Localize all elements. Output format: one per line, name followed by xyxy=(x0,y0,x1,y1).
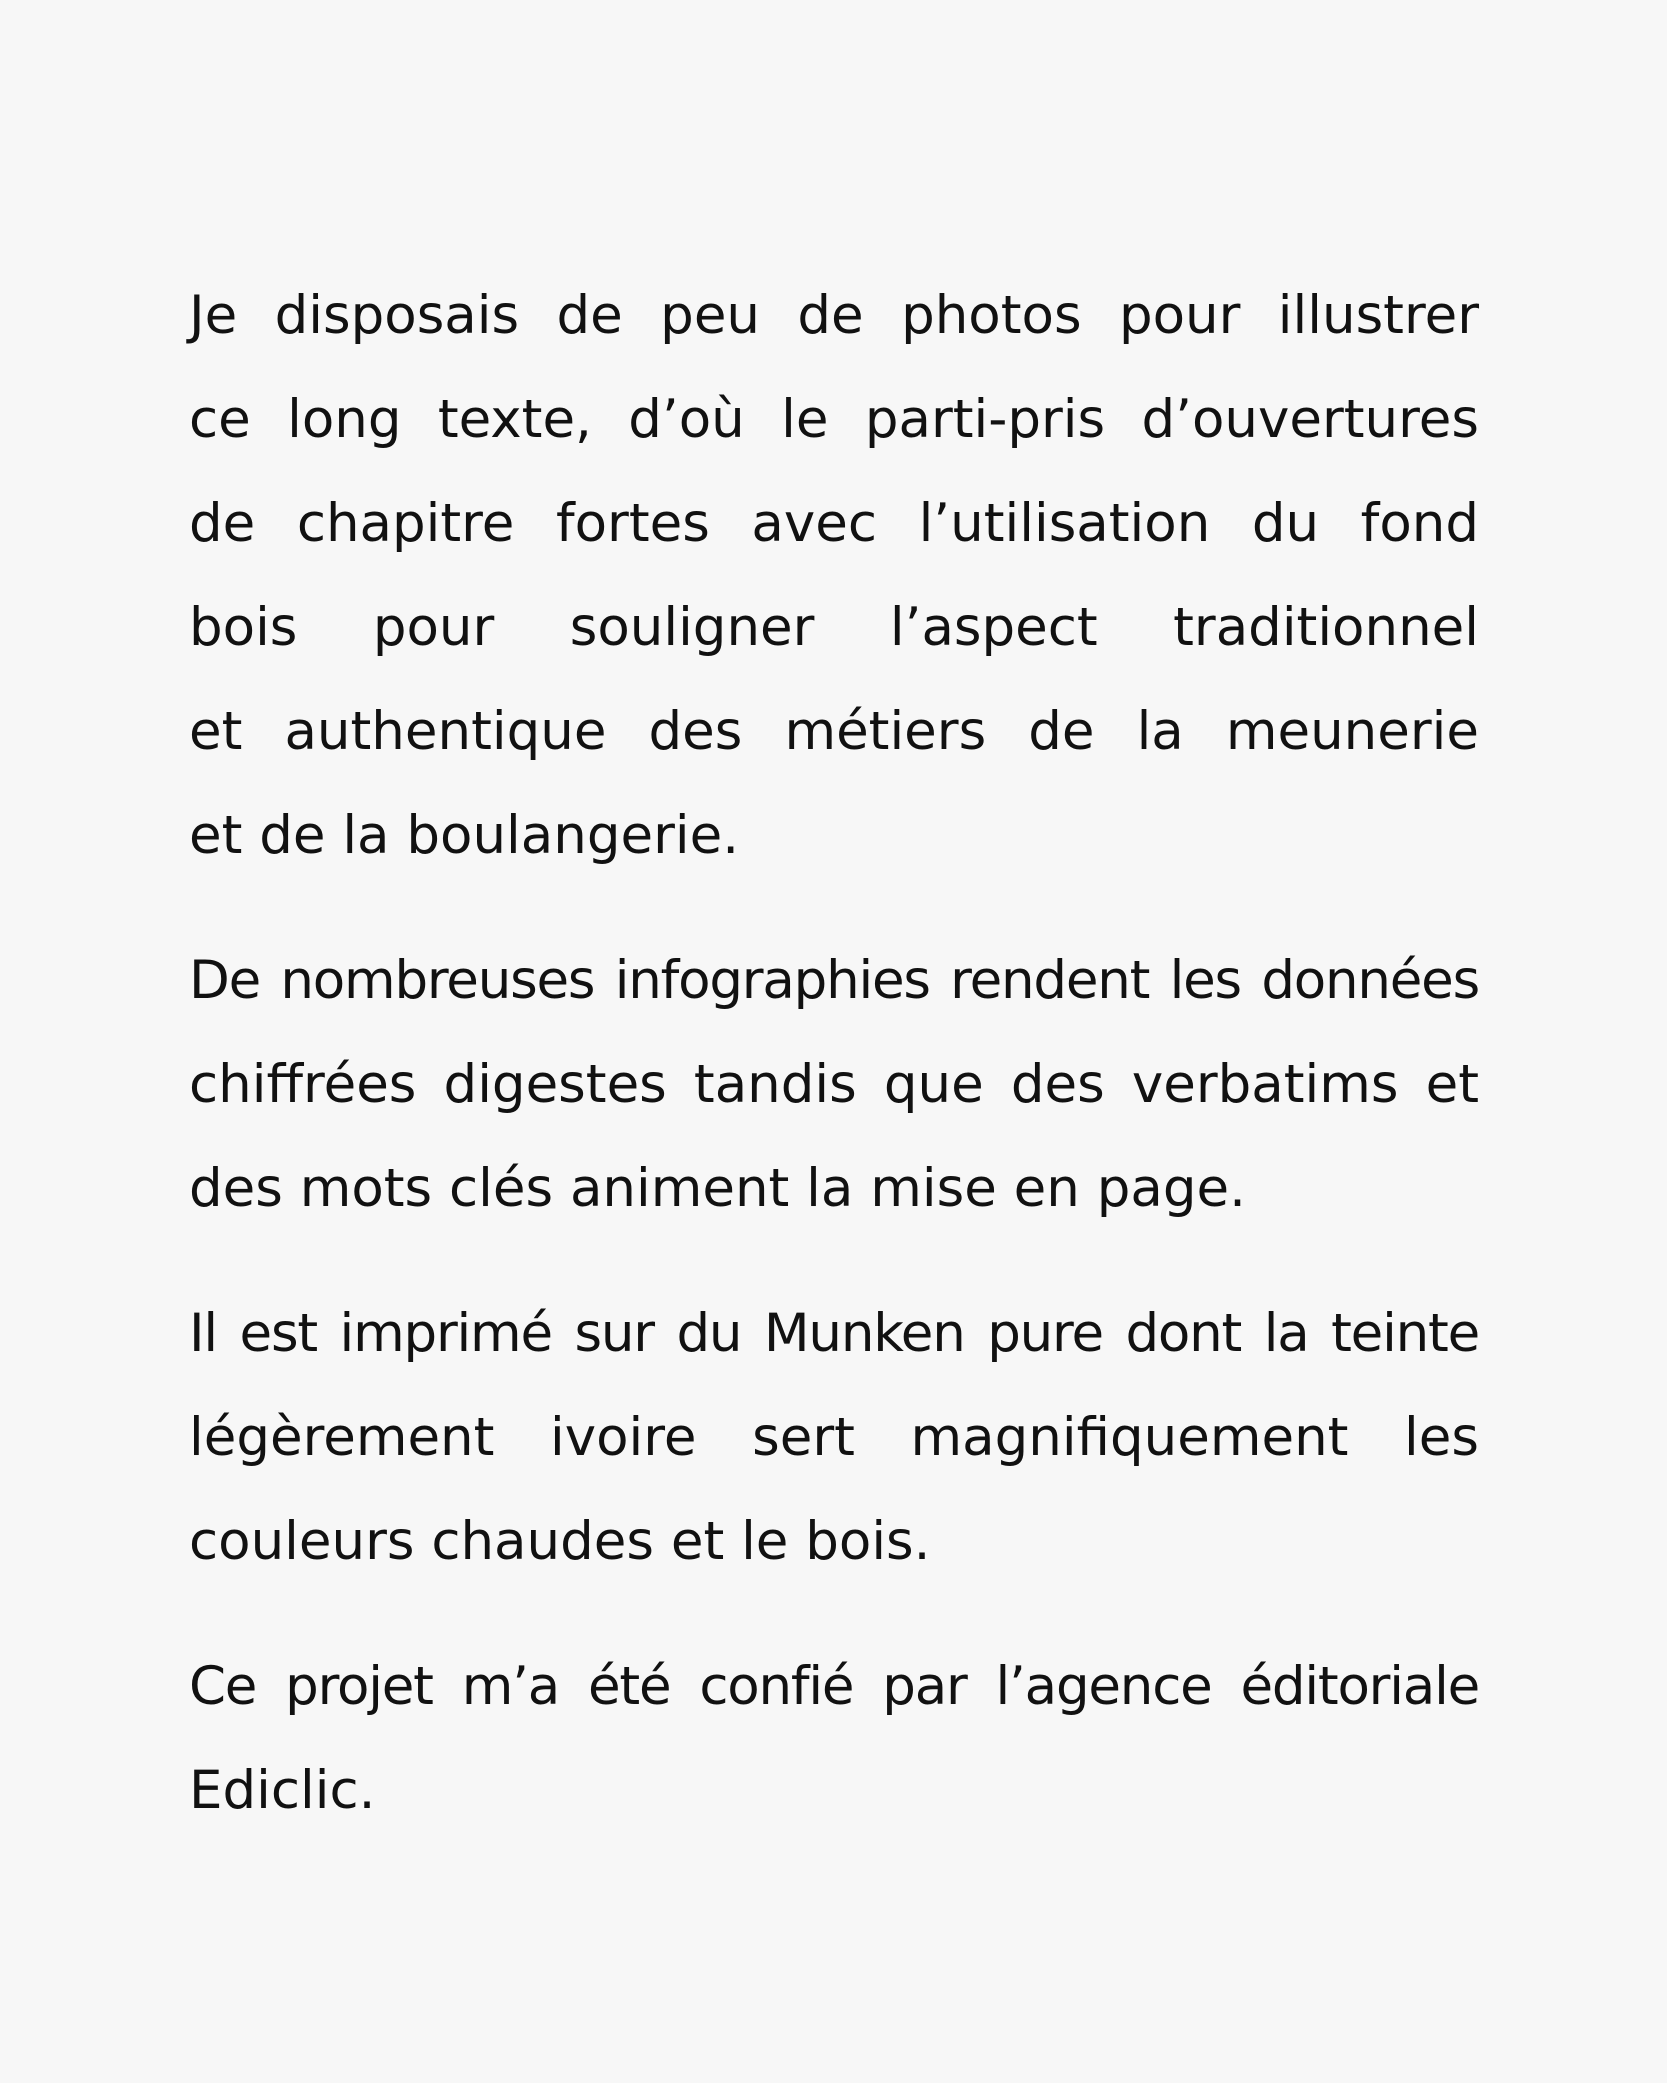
body-text xyxy=(189,264,1479,1843)
text-line: bois pour souligner l’aspect traditionnel xyxy=(189,597,1479,658)
paragraph-3 xyxy=(189,1282,1479,1594)
paragraph-4 xyxy=(189,1635,1479,1843)
text-line: des mots clés animent la mise en page. xyxy=(189,1158,1246,1219)
text-line: de chapitre fortes avec l’utilisation du fond xyxy=(189,493,1479,554)
text-line: ce long texte, d’où le parti-pris d’ouvertures xyxy=(189,389,1479,450)
text-line: et authentique des métiers de la meunerie xyxy=(189,701,1479,762)
text-line: couleurs chaudes et le bois. xyxy=(189,1511,931,1572)
text-line: légèrement ivoire sert magnifiquement les xyxy=(189,1407,1479,1468)
text-line: chiffrées digestes tandis que des verbatims et xyxy=(189,1054,1479,1115)
text-line: et de la boulangerie. xyxy=(189,805,740,866)
text-line: Ce projet m’a été confié par l’agence éditoriale xyxy=(189,1656,1479,1717)
text-line: Je disposais de peu de photos pour illustrer xyxy=(189,285,1479,346)
text-line: Il est imprimé sur du Munken pure dont la teinte xyxy=(189,1303,1479,1364)
paragraph-1 xyxy=(189,264,1479,888)
text-line: De nombreuses infographies rendent les données xyxy=(189,950,1479,1011)
paragraph-2 xyxy=(189,929,1479,1241)
text-line: Ediclic. xyxy=(189,1760,376,1821)
